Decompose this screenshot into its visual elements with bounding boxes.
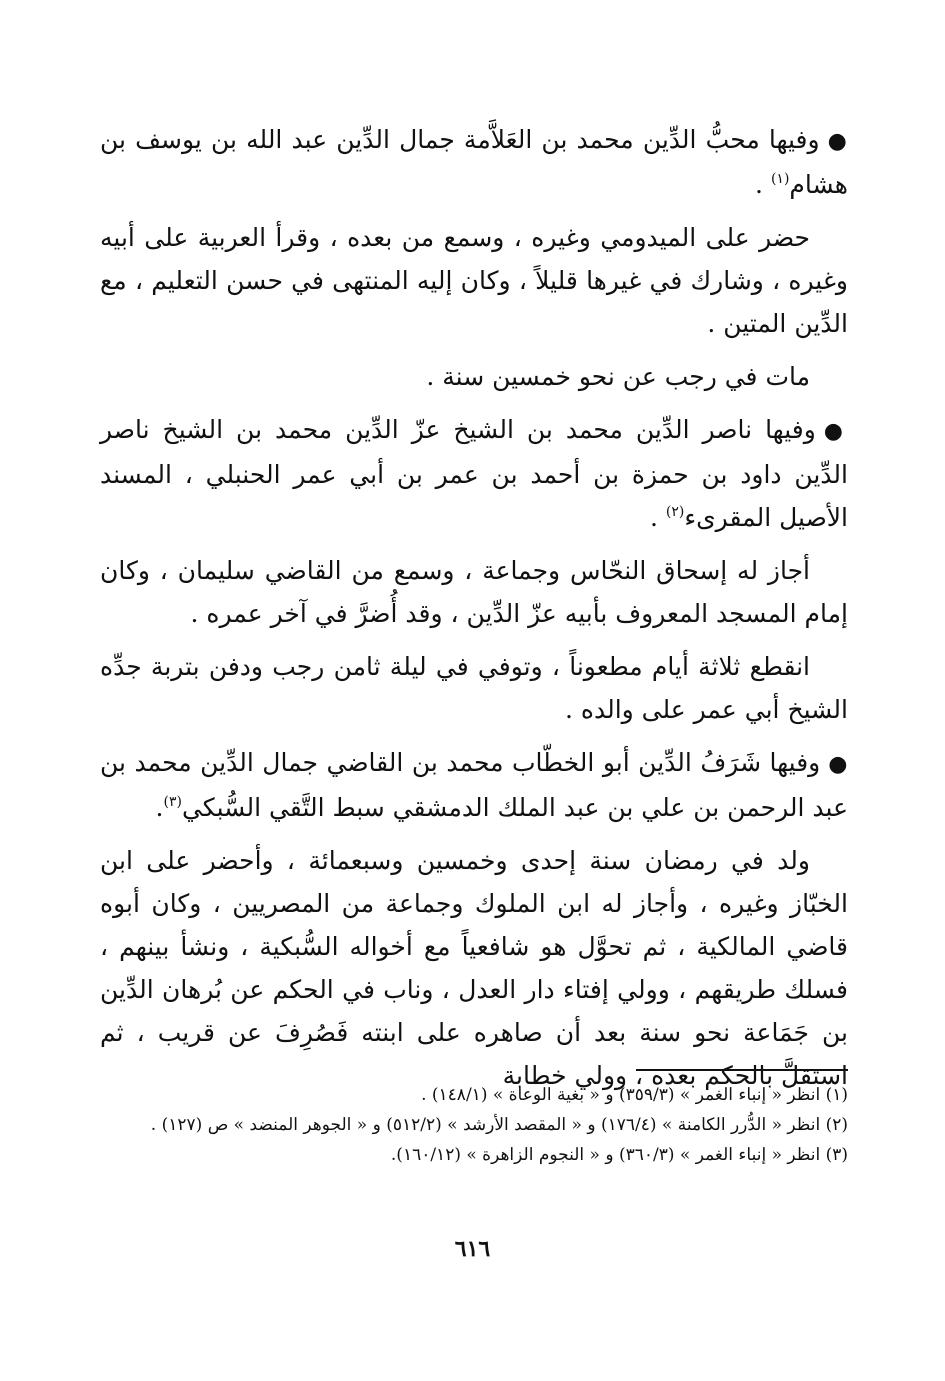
footnote-item: (١) انظر « إنباء الغمر » (٣٥٩/٣) و « بغية الوعاة » (١٤٨/١) . [421, 1085, 848, 1105]
entry-heading-tail: . [755, 170, 771, 199]
footnote-item: (٣) انظر « إنباء الغمر » (٣٦٠/٣) و « النجوم الزاهرة » (١٦٠/١٢). [390, 1145, 848, 1165]
footnotes [100, 1080, 848, 1170]
entry-heading [100, 408, 848, 539]
body-paragraph: مات في رجب عن نحو خمسين سنة . [426, 362, 810, 391]
entry-heading-text: وفيها محبُّ الدِّين محمد بن العَلاَّمة جمال الدِّين عبد الله بن يوسف بن هشام [100, 125, 848, 199]
footnote-ref[interactable]: (١) [770, 171, 790, 187]
footnote-ref[interactable]: (٢) [665, 504, 685, 520]
page-number: ٦١٦ [454, 1236, 491, 1262]
bullet-icon: ● [828, 752, 848, 777]
entry-heading-tail: . [649, 503, 666, 532]
body-paragraph: انقطع ثلاثة أيام مطعوناً ، وتوفي في ليلة ثامن رجب ودفن بتربة جدِّه الشيخ أبي عمر على والده . [100, 652, 848, 724]
page-body [100, 118, 848, 1107]
footnote-item: (٢) انظر « الدُّرر الكامنة » (١٧٦/٤) و « المقصد الأرشد » (٥١٢/٢) و « الجوهر المنضد » ص (١٢٧) . [150, 1115, 848, 1135]
body-paragraph: ولد في رمضان سنة إحدى وخمسين وسبعمائة ، وأحضر على ابن الخبّاز وغيره ، وأجاز له ابن الملوك وجماعة من المصريين ، وكان أبوه قاضي المالكية ، ثم تحوَّل هو شافعياً مع أخواله السُّبكية ، ونشأ بينهم ، فسلك طريقهم ، وولي إفتاء دار العدل ، وناب في الحكم عن بُرهان الدِّين بن جَمَاعة نحو سنة بعد أن صاهره على ابنته فَصُرِفَ عن قريب ، ثم استقلَّ بالحكم بعده ، وولي خطابة [100, 846, 848, 1090]
bullet-icon: ● [823, 419, 848, 444]
footnote-divider [636, 1069, 848, 1071]
body-paragraph: حضر على الميدومي وغيره ، وسمع من بعده ، وقرأ العربية على أبيه وغيره ، وشارك في غيرها قليلاً ، وكان إليه المنتهى في حسن التعليم ، مع الدِّين المتين . [100, 223, 848, 338]
entry-heading-text: وفيها ناصر الدِّين محمد بن الشيخ عزّ الدِّين محمد بن الشيخ ناصر الدِّين داود بن حمزة بن أحمد بن عمر بن أبي عمر الحنبلي ، المسند الأصيل المقرىء [100, 415, 848, 532]
footnote-ref[interactable]: (٣) [163, 794, 182, 810]
bullet-icon: ● [827, 129, 848, 154]
entry-heading [100, 118, 848, 206]
body-paragraph: أجاز له إسحاق النحّاس وجماعة ، وسمع من القاضي سليمان ، وكان إمام المسجد المعروف بأبيه عزّ الدِّين ، وقد أُضرَّ في آخر عمره . [100, 556, 848, 628]
entry-heading-tail: . [155, 793, 164, 822]
entry-heading-text: وفيها شَرَفُ الدِّين أبو الخطّاب محمد بن القاضي جمال الدِّين محمد بن عبد الرحمن بن علي بن عبد الملك الدمشقي سبط التَّقي السُّبكي [100, 748, 848, 822]
entry-heading [100, 741, 848, 829]
